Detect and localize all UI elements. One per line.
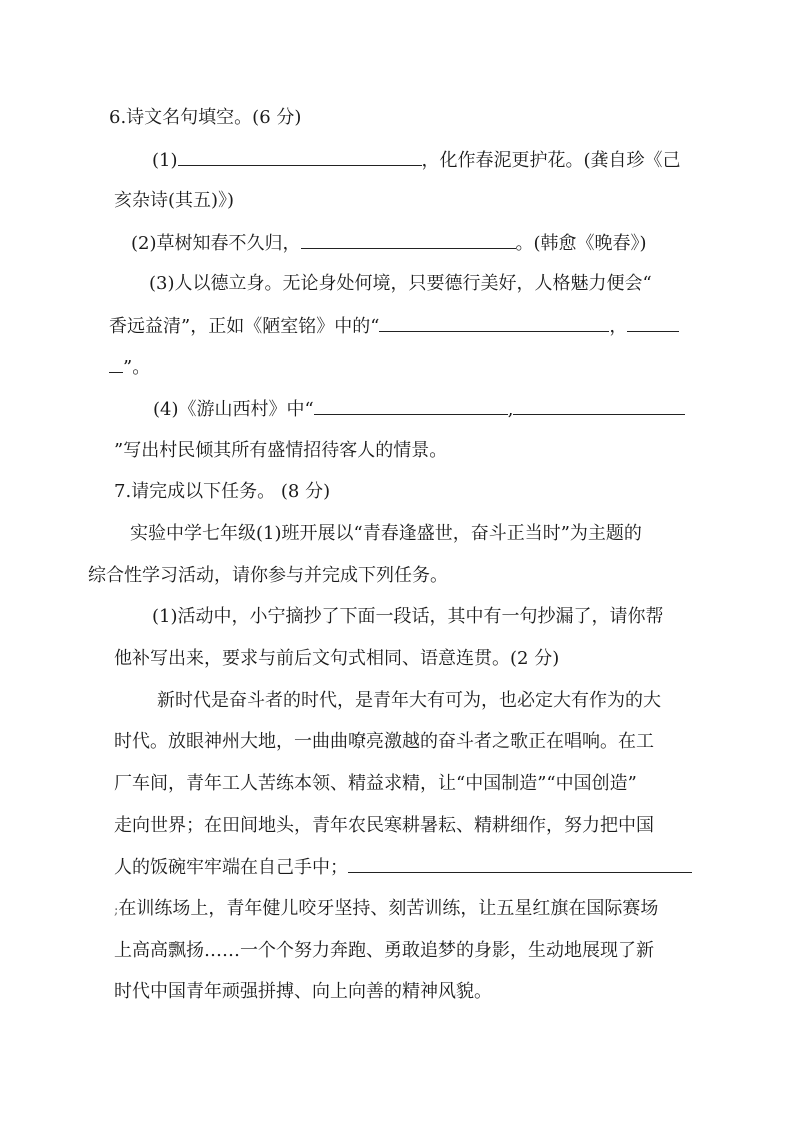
q6-item3-line: [109, 314, 679, 339]
q6-item4-continued: ”写出村民倾其所有盛情招待客人的情景。: [114, 440, 448, 461]
q6-item4-answer-blank-1[interactable]: [314, 397, 508, 415]
q7-passage-line1: 新时代是奋斗者的时代，是青年大有可为，也必定大有作为的大: [157, 690, 661, 711]
q7-passage-line4: 走向世界；在田间地头，青年农民寒耕暑耘、精耕细作，努力把中国: [114, 815, 654, 836]
q6-item1-text: ，化作春泥更护花。(龚自珍《己: [421, 150, 681, 171]
q6-item3-comma: ，: [609, 316, 628, 337]
q7-task1-answer-blank[interactable]: [348, 855, 692, 873]
q7-passage-line6-text: 在训练场上，青年健儿咬牙坚持、刻苦训练，让五星红旗在国际赛场: [118, 898, 659, 919]
q6-item1-line: [152, 148, 681, 173]
q6-item4-comma: ,: [507, 399, 514, 420]
q7-passage-line2: 时代。放眼神州大地，一曲曲嘹亮激越的奋斗者之歌正在唱响。在工: [114, 731, 654, 752]
q6-item4-answer-blank-2[interactable]: [513, 397, 685, 415]
q6-item2-source: 。(韩愈《晚春》): [515, 233, 647, 254]
q6-item3-text: (3)人以德立身。无论身处何境，只要德行美好，人格魅力便会“: [149, 273, 652, 294]
q7-intro-line1: 实验中学七年级(1)班开展以“青春逢盛世，奋斗正当时”为主题的: [130, 523, 642, 544]
q6-item3-answer-blank-1[interactable]: [379, 314, 609, 332]
q7-task1-line2: 他补写出来，要求与前后文句式相同、语意连贯。(2 分): [114, 648, 560, 669]
q6-item3-answer-blank-2[interactable]: [627, 314, 679, 332]
q7-passage-line7: 上高高飘扬……一个个努力奔跑、勇敢追梦的身影，生动地展现了新: [114, 940, 654, 961]
q6-item2-line: [131, 231, 647, 256]
q6-item1-continued: 亥杂诗(其五)》): [114, 190, 235, 211]
q6-item1-number: (1): [152, 150, 178, 171]
q7-passage-line8: 时代中国青年顽强拼搏、向上向善的精神风貌。: [114, 981, 492, 1002]
q7-passage-line3: 厂车间，青年工人苦练本领、精益求精，让“中国制造”“中国创造”: [114, 773, 637, 794]
q6-item1-answer-blank[interactable]: [178, 148, 422, 166]
q6-item4-line: [153, 397, 685, 422]
q6-item3-end: ”。: [123, 357, 151, 378]
q6-item2-answer-blank[interactable]: [301, 231, 516, 249]
q7-passage-line6: [114, 897, 658, 923]
q6-item4-text: (4)《游山西村》中“: [153, 399, 314, 420]
q6-title: 6.诗文名句填空。(6 分): [109, 107, 302, 128]
q7-title: 7.请完成以下任务。 (8 分): [114, 481, 331, 502]
q7-blank-end-mark: ;: [114, 903, 119, 918]
q7-passage-line5-text: 人的饭碗牢牢端在自己手中；: [114, 857, 348, 878]
q6-item3-end-line: [109, 356, 150, 380]
q6-item3-answer-blank-2-end[interactable]: [109, 358, 123, 373]
q6-item2-text: (2)草树知春不久归，: [131, 233, 301, 254]
q7-passage-line5: [114, 855, 692, 880]
q7-intro-line2: 综合性学习活动，请你参与并完成下列任务。: [88, 565, 448, 586]
q6-item3-continued: 香远益清”，正如《陋室铭》中的“: [109, 316, 380, 337]
q7-task1-line1: (1)活动中，小宁摘抄了下面一段话，其中有一句抄漏了，请你帮: [152, 606, 664, 627]
